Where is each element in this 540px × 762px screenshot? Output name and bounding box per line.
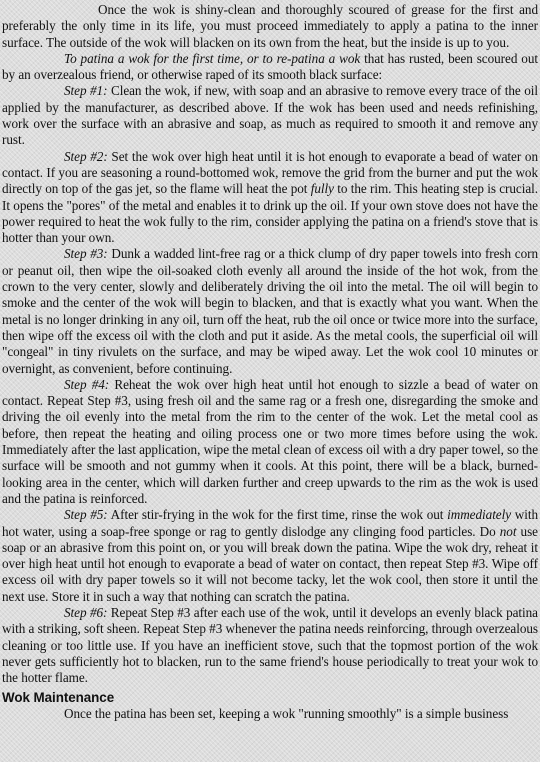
paragraph-step-6	[2, 605, 538, 686]
paragraph-intro	[2, 2, 538, 51]
step-2-text-b: to the rim. This heating step is crucial. It opens the "pores" of the metal and enables it to drink up the oil. If your own stove does not have the power required to heat the wok fully to the rim, consider applying the patina on a friend's stove that is hotter than your own.	[2, 181, 538, 246]
step-5-text-c: use soap or an abrasive from this point on, or you will break down the patina. Wipe the wok dry, reheat it over high heat until hot enough to evaporate a bead of water on contact, then repeat Step #3. Wipe off excess oil with dry paper towels so it will not become tacky, let the wok cool, then store it until the next use. Store it in such a way that nothing can scratch the patina.	[2, 523, 538, 604]
paragraph-step-1	[2, 83, 538, 148]
step-5-label: Step #5:	[64, 507, 108, 523]
step-2-text-a: Set the wok over high heat until it is hot enough to evaporate a bead of water on contact. If you are seasoning a round-bottomed wok, remove the grid from the burner and put the wok directly on top of the gas jet, so the flame will heat the pot	[2, 148, 539, 197]
step-4-label: Step #4:	[64, 376, 110, 392]
step-2-label: Step #2:	[64, 148, 108, 164]
paragraph-step-2	[2, 149, 538, 247]
step-5-text-a: After stir-frying in the wok for the first time, rinse the wok out	[107, 507, 448, 523]
body-text	[2, 2, 538, 723]
step-5-immediately: immediately	[447, 507, 512, 523]
paragraph-step-4	[2, 377, 538, 507]
step-2-fully: fully	[310, 181, 334, 197]
step-5-not: not	[499, 523, 517, 539]
step-6-text: Repeat Step #3 after each use of the wok, until it develops an evenly black patina with a striking, soft sheen. Repeat Step #3 whenever the patina needs reinforcing, through overzealous cleaning or too little use. If you have an inefficient stove, such that the topmost portion of the wok never gets sufficiently hot to blacken, run to the same friend's house periodically to treat your wok to the hotter flame.	[2, 604, 538, 686]
step-5-text-b: with hot water, using a soap-free sponge or rag to gently dislodge any clinging food particles. Do	[2, 507, 538, 539]
patina-lead: To patina a wok for the first time, or to re-patina a wok	[64, 50, 361, 66]
patina-rest: that has rusted, been scoured out by an overzealous friend, or otherwise raped of its smooth black surface:	[2, 50, 538, 83]
step-1-text: Clean the wok, if new, with soap and an abrasive to remove every trace of the oil applied by the manufacturer, as described above. If the wok has been used and needs refinishing, work over the surface with an abrasive and soap, as much as required to smooth it and remove any rust.	[2, 83, 538, 148]
step-3-text: Dunk a wadded lint-free rag or a thick clump of dry paper towels into fresh corn or peanut oil, then wipe the oil-soaked cloth evenly all around the inside of the hot wok, from the crown to the very center, slowly and deliberately driving the oil into the metal. The oil will begin to smoke and the center of the wok will begin to blacken, and that is exactly what you want. When the metal is no longer drinking in any oil, turn off the heat, rub the oil once or twice more into the surface, then wipe off the excess oil with the cloth and put it aside. As the metal cools, the superficial oil will "congeal" in tiny rivulets on the surface, and may be wiped away. Let the wok cool 10 minutes or overnight, as convenient, before continuing.	[2, 246, 539, 376]
cutoff-line: Once the patina has been set, keeping a wok "running smoothly" is a simple business	[64, 706, 509, 722]
intro-text: Once the wok is shiny-clean and thoroughly scoured of grease for the first and preferably the only time in its life, you must proceed immediately to apply a patina to the inner surface. The outside of the wok will blacken on its own from the heat, but the inside is up to you.	[2, 2, 538, 50]
section-heading: Wok Maintenance	[2, 690, 115, 706]
paragraph-step-3	[2, 246, 538, 376]
step-3-label: Step #3:	[64, 246, 108, 262]
paragraph-patina-intro	[2, 51, 538, 84]
step-4-text: Reheat the wok over high heat until hot enough to sizzle a bead of water on contact. Repeat Step #3, using fresh oil and the same rag or a fresh one, disregarding the smoke and driving the oil evenly into the metal from the rim to the center of the wok. Let the metal cool as before, then repeat the heating and oiling process one or two more times before using the wok. Immediately after the last application, wipe the metal clean of excess oil with a dry paper towel, so the surface will be smooth and not gummy when it cools. At this point, there will be a black, burned-looking area in the center, which will darken further and creep upwards to the rim as the wok is used and the patina is reinforced.	[2, 376, 538, 506]
step-6-label: Step #6:	[64, 604, 108, 620]
step-1-label: Step #1:	[64, 83, 108, 99]
paragraph-step-5	[2, 507, 538, 605]
